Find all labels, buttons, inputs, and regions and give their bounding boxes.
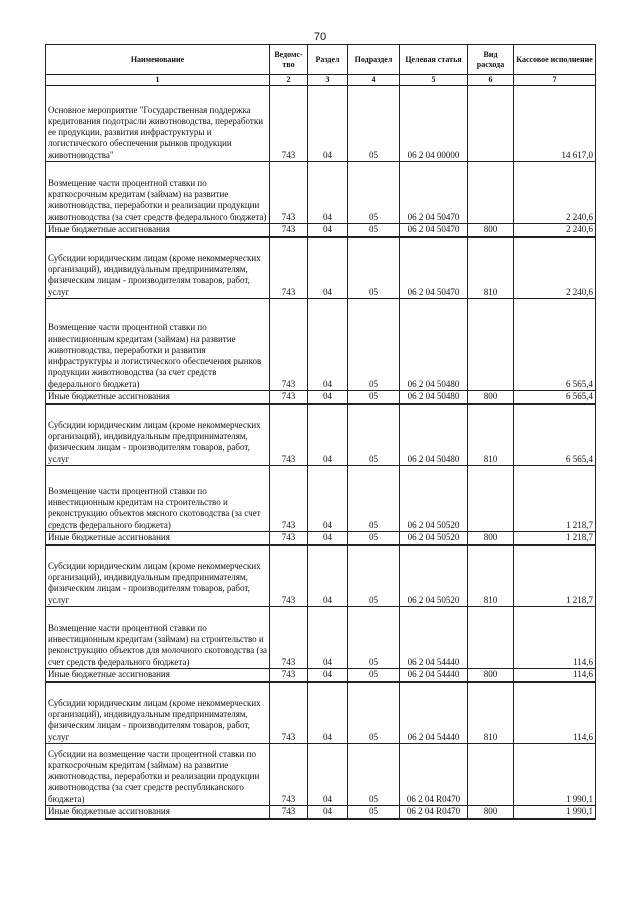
row-department: 743 (270, 224, 308, 237)
row-amount: 2 240,6 (514, 224, 596, 237)
row-name: Возмещение части процентной ставки по инвестиционным кредитам (займам) на развитие животноводства, переработки и развития инфраструктуры и логистического обеспечения рынков продукции животноводства (за счет средств федерального бюджета) (46, 299, 270, 391)
row-expense-type (468, 299, 514, 391)
column-number: 1 (46, 75, 270, 86)
row-section: 04 (308, 391, 348, 404)
table-row (46, 391, 596, 404)
row-section: 04 (308, 237, 348, 299)
row-subsection: 05 (348, 607, 400, 669)
column-number: 3 (308, 75, 348, 86)
row-name: Субсидии юридическим лицам (кроме некоммерческих организаций), индивидуальным предпринимателям, физическим лицам - производителям товаров, работ, услуг (46, 404, 270, 466)
column-number: 4 (348, 75, 400, 86)
row-target: 06 2 04 50520 (400, 545, 468, 607)
row-department: 743 (270, 545, 308, 607)
row-department: 743 (270, 682, 308, 744)
table-row (46, 545, 596, 607)
column-number: 7 (514, 75, 596, 86)
row-amount: 114,6 (514, 669, 596, 682)
row-amount: 2 240,6 (514, 162, 596, 224)
row-target: 06 2 04 50480 (400, 299, 468, 391)
row-department: 743 (270, 391, 308, 404)
row-section: 04 (308, 669, 348, 682)
row-target: 06 2 04 50520 (400, 466, 468, 532)
row-expense-type: 800 (468, 806, 514, 819)
row-department: 743 (270, 237, 308, 299)
row-name: Иные бюджетные ассигнования (46, 669, 270, 682)
row-name: Субсидии на возмещение части процентной ставки по краткосрочным кредитам (займам) на развитие животноводства, переработки и реализации продукции животноводства (за счет средств республиканского бюджета) (46, 744, 270, 806)
row-subsection: 05 (348, 744, 400, 806)
row-expense-type (468, 466, 514, 532)
row-section: 04 (308, 404, 348, 466)
row-subsection: 05 (348, 682, 400, 744)
row-subsection: 05 (348, 806, 400, 819)
row-name: Иные бюджетные ассигнования (46, 391, 270, 404)
table-row (46, 806, 596, 819)
row-department: 743 (270, 806, 308, 819)
column-header-department: Ведомс- тво (270, 45, 308, 75)
row-section: 04 (308, 299, 348, 391)
row-target: 06 2 04 54440 (400, 669, 468, 682)
column-header-subsection: Подраздел (348, 45, 400, 75)
row-subsection: 05 (348, 237, 400, 299)
row-name: Иные бюджетные ассигнования (46, 806, 270, 819)
row-amount: 114,6 (514, 607, 596, 669)
row-expense-type (468, 744, 514, 806)
row-department: 743 (270, 669, 308, 682)
header-row (46, 45, 596, 75)
row-amount: 1 218,7 (514, 545, 596, 607)
row-department: 743 (270, 162, 308, 224)
row-department: 743 (270, 404, 308, 466)
row-name: Основное мероприятие "Государственная поддержка кредитования подотрасли животноводства, переработки ее продукции, развития инфраструктуры и логистического обеспечения рынков продукции животноводства" (46, 86, 270, 162)
row-expense-type (468, 86, 514, 162)
table-row (46, 607, 596, 669)
row-target: 06 2 04 50470 (400, 237, 468, 299)
row-subsection: 05 (348, 162, 400, 224)
row-subsection: 05 (348, 404, 400, 466)
row-expense-type (468, 607, 514, 669)
row-target: 06 2 04 00000 (400, 86, 468, 162)
row-subsection: 05 (348, 669, 400, 682)
table-row (46, 682, 596, 744)
row-department: 743 (270, 744, 308, 806)
budget-table (45, 44, 596, 820)
row-department: 743 (270, 466, 308, 532)
page-number: 70 (313, 31, 327, 43)
row-expense-type: 810 (468, 404, 514, 466)
row-section: 04 (308, 545, 348, 607)
row-subsection: 05 (348, 299, 400, 391)
row-amount: 6 565,4 (514, 391, 596, 404)
column-header-amount: Кассовое исполнение (514, 45, 596, 75)
column-number-row (46, 75, 596, 86)
row-subsection: 05 (348, 224, 400, 237)
row-subsection: 05 (348, 545, 400, 607)
table-row (46, 744, 596, 806)
row-target: 06 2 04 50520 (400, 532, 468, 545)
row-amount: 14 617,0 (514, 86, 596, 162)
column-header-target: Целевая статья (400, 45, 468, 75)
table-row (46, 404, 596, 466)
table-row (46, 162, 596, 224)
row-expense-type: 810 (468, 545, 514, 607)
row-amount: 1 218,7 (514, 532, 596, 545)
row-section: 04 (308, 224, 348, 237)
row-expense-type: 800 (468, 532, 514, 545)
row-amount: 1 218,7 (514, 466, 596, 532)
row-expense-type (468, 162, 514, 224)
row-target: 06 2 04 50470 (400, 162, 468, 224)
row-name: Субсидии юридическим лицам (кроме некоммерческих организаций), индивидуальным предпринимателям, физическим лицам - производителям товаров, работ, услуг (46, 682, 270, 744)
row-amount: 6 565,4 (514, 299, 596, 391)
row-department: 743 (270, 86, 308, 162)
column-header-expense-type: Вид расхода (468, 45, 514, 75)
row-expense-type: 800 (468, 669, 514, 682)
row-subsection: 05 (348, 86, 400, 162)
row-expense-type: 800 (468, 224, 514, 237)
row-name: Субсидии юридическим лицам (кроме некоммерческих организаций), индивидуальным предпринимателям, физическим лицам - производителям товаров, работ, услуг (46, 237, 270, 299)
column-header-name: Наименование (46, 45, 270, 75)
row-section: 04 (308, 744, 348, 806)
row-amount: 1 990,1 (514, 806, 596, 819)
table-row (46, 669, 596, 682)
table-row (46, 237, 596, 299)
row-name: Субсидии юридическим лицам (кроме некоммерческих организаций), индивидуальным предпринимателям, физическим лицам - производителям товаров, работ, услуг (46, 545, 270, 607)
table-row (46, 532, 596, 545)
column-number: 2 (270, 75, 308, 86)
row-section: 04 (308, 682, 348, 744)
row-department: 743 (270, 532, 308, 545)
column-header-section: Раздел (308, 45, 348, 75)
table-row (46, 224, 596, 237)
row-section: 04 (308, 607, 348, 669)
table-row (46, 299, 596, 391)
row-name: Иные бюджетные ассигнования (46, 532, 270, 545)
row-target: 06 2 04 50480 (400, 404, 468, 466)
row-subsection: 05 (348, 466, 400, 532)
row-expense-type: 810 (468, 237, 514, 299)
table-row (46, 466, 596, 532)
row-section: 04 (308, 466, 348, 532)
row-section: 04 (308, 86, 348, 162)
row-name: Иные бюджетные ассигнования (46, 224, 270, 237)
row-amount: 6 565,4 (514, 404, 596, 466)
row-amount: 114,6 (514, 682, 596, 744)
row-amount: 2 240,6 (514, 237, 596, 299)
column-number: 6 (468, 75, 514, 86)
row-target: 06 2 04 50480 (400, 391, 468, 404)
row-section: 04 (308, 806, 348, 819)
row-target: 06 2 04 R0470 (400, 744, 468, 806)
row-target: 06 2 04 54440 (400, 607, 468, 669)
row-target: 06 2 04 54440 (400, 682, 468, 744)
row-target: 06 2 04 50470 (400, 224, 468, 237)
row-expense-type: 800 (468, 391, 514, 404)
row-amount: 1 990,1 (514, 744, 596, 806)
column-number: 5 (400, 75, 468, 86)
row-department: 743 (270, 607, 308, 669)
row-department: 743 (270, 299, 308, 391)
row-expense-type: 810 (468, 682, 514, 744)
row-section: 04 (308, 532, 348, 545)
table-row (46, 86, 596, 162)
row-subsection: 05 (348, 391, 400, 404)
row-name: Возмещение части процентной ставки по инвестиционным кредитам (займам) на строительство и реконструкцию объектов для молочного скотоводства (за счет средств федерального бюджета) (46, 607, 270, 669)
row-section: 04 (308, 162, 348, 224)
row-subsection: 05 (348, 532, 400, 545)
row-target: 06 2 04 R0470 (400, 806, 468, 819)
row-name: Возмещение части процентной ставки по краткосрочным кредитам (займам) на развитие животноводства, переработки и реализации продукции животноводства (за счет средств федерального бюджета) (46, 162, 270, 224)
row-name: Возмещение части процентной ставки по инвестиционным кредитам на строительство и реконструкцию объектов мясного скотоводства (за счет средств федерального бюджета) (46, 466, 270, 532)
